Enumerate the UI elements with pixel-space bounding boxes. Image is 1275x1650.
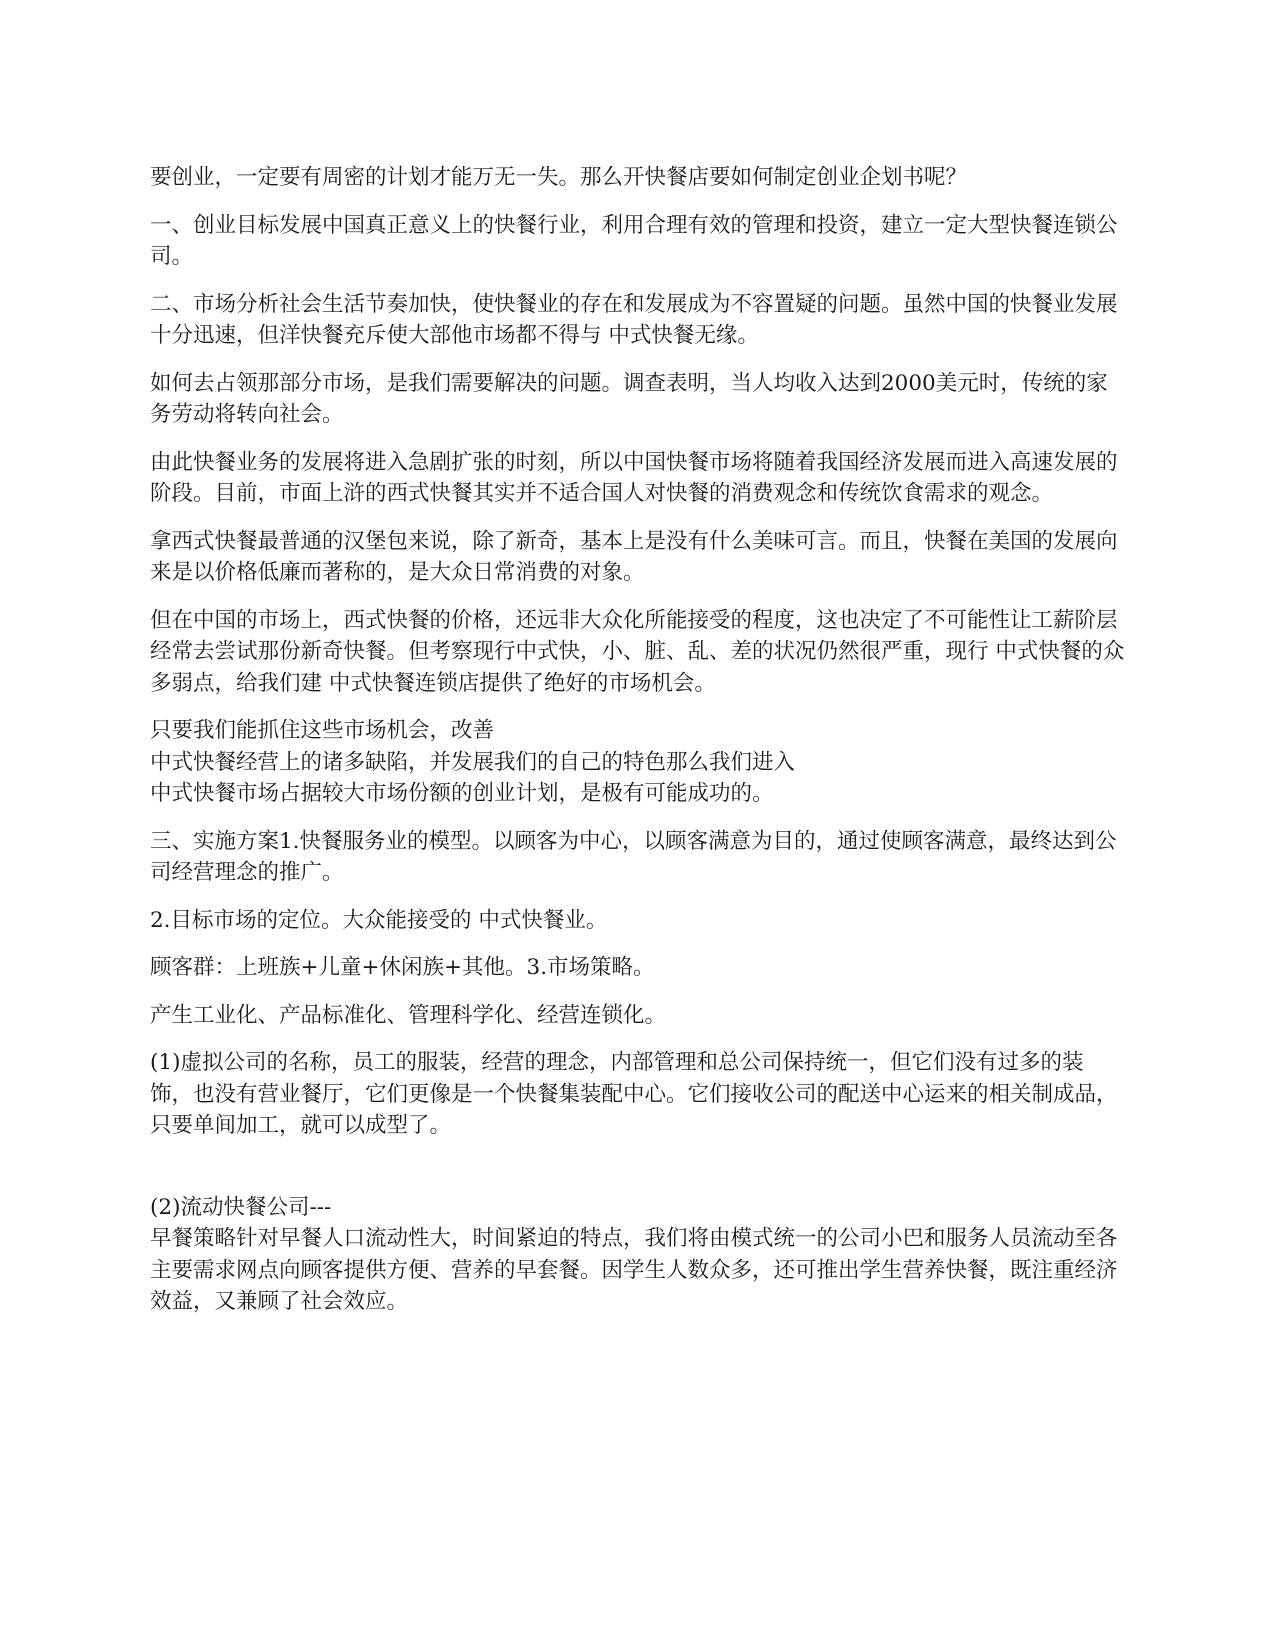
paragraph-goal: 一、创业目标发展中国真正意义上的快餐行业，利用合理有效的管理和投资，建立一定大型快餐连锁公司。 bbox=[150, 212, 1118, 269]
paragraph-hamburger: 拿西式快餐最普通的汉堡包来说，除了新奇，基本上是没有什么美味可言。而且，快餐在美国的发展向来是以价格低廉而著称的，是大众日常消费的对象。 bbox=[150, 528, 1118, 585]
paragraph-market-analysis: 二、市场分析社会生活节奏加快，使快餐业的存在和发展成为不容置疑的问题。虽然中国的快餐业发展十分迅速，但洋快餐充斥使大部他市场都不得与 中式快餐无缘。 bbox=[150, 291, 1118, 348]
document-body bbox=[150, 162, 1125, 1334]
paragraph-mobile-company: (2)流动快餐公司--- 早餐策略针对早餐人口流动性大，时间紧迫的特点，我们将由模式统一的公司小巴和服务人员流动至各主要需求网点向顾客提供方便、营养的早套餐。因学生人数众多，还可推出学生营养快餐，既注重经济效益，又兼顾了社会效应。 bbox=[150, 1194, 1118, 1314]
paragraph-customers: 顾客群：上班族+儿童+休闲族+其他。3.市场策略。 bbox=[150, 955, 655, 980]
paragraph-strategy: 产生工业化、产品标准化、管理科学化、经营连锁化。 bbox=[150, 1002, 667, 1028]
paragraph-implementation: 三、实施方案1.快餐服务业的模型。以顾客为中心，以顾客满意为目的，通过使顾客满意，最终达到公司经营理念的推广。 bbox=[150, 828, 1117, 885]
paragraph-expansion: 由此快餐业务的发展将进入急剧扩张的时刻，所以中国快餐市场将随着我国经济发展而进入高速发展的阶段。目前，市面上浒的西式快餐其实并不适合国人对快餐的消费观念和传统饮食需求的观念。 bbox=[150, 449, 1118, 506]
paragraph-target-market: 2.目标市场的定位。大众能接受的 中式快餐业。 bbox=[150, 907, 608, 933]
paragraph-virtual-company: (1)虚拟公司的名称，员工的服装，经营的理念，内部管理和总公司保持统一，但它们没有过多的装饰，也没有营业餐厅，它们更像是一个快餐集装配中心。它们接收公司的配送中心运来的相关制成品，只要单间加工，就可以成型了。 bbox=[150, 1050, 1118, 1138]
paragraph-opportunity: 只要我们能抓住这些市场机会，改善 中式快餐经营上的诸多缺陷，并发展我们的自己的特色那么我们进入 中式快餐市场占据较大市场份额的创业计划，是极有可能成功的。 bbox=[150, 718, 796, 806]
paragraph-intro: 要创业，一定要有周密的计划才能万无一失。那么开快餐店要如何制定创业企划书呢？ bbox=[150, 165, 968, 190]
paragraph-market-share: 如何去占领那部分市场，是我们需要解决的问题。调查表明，当人均收入达到2000美元时，传统的家务劳动将转向社会。 bbox=[150, 370, 1108, 427]
paragraph-price: 但在中国的市场上，西式快餐的价格，还远非大众化所能接受的程度，这也决定了不可能性让工薪阶层经常去尝试那份新奇快餐。但考察现行中式快，小、脏、乱、差的状况仍然很严重，现行 中式快餐的众多弱点，给我们建 中式快餐连锁店提供了绝好的市场机会。 bbox=[150, 607, 1125, 696]
